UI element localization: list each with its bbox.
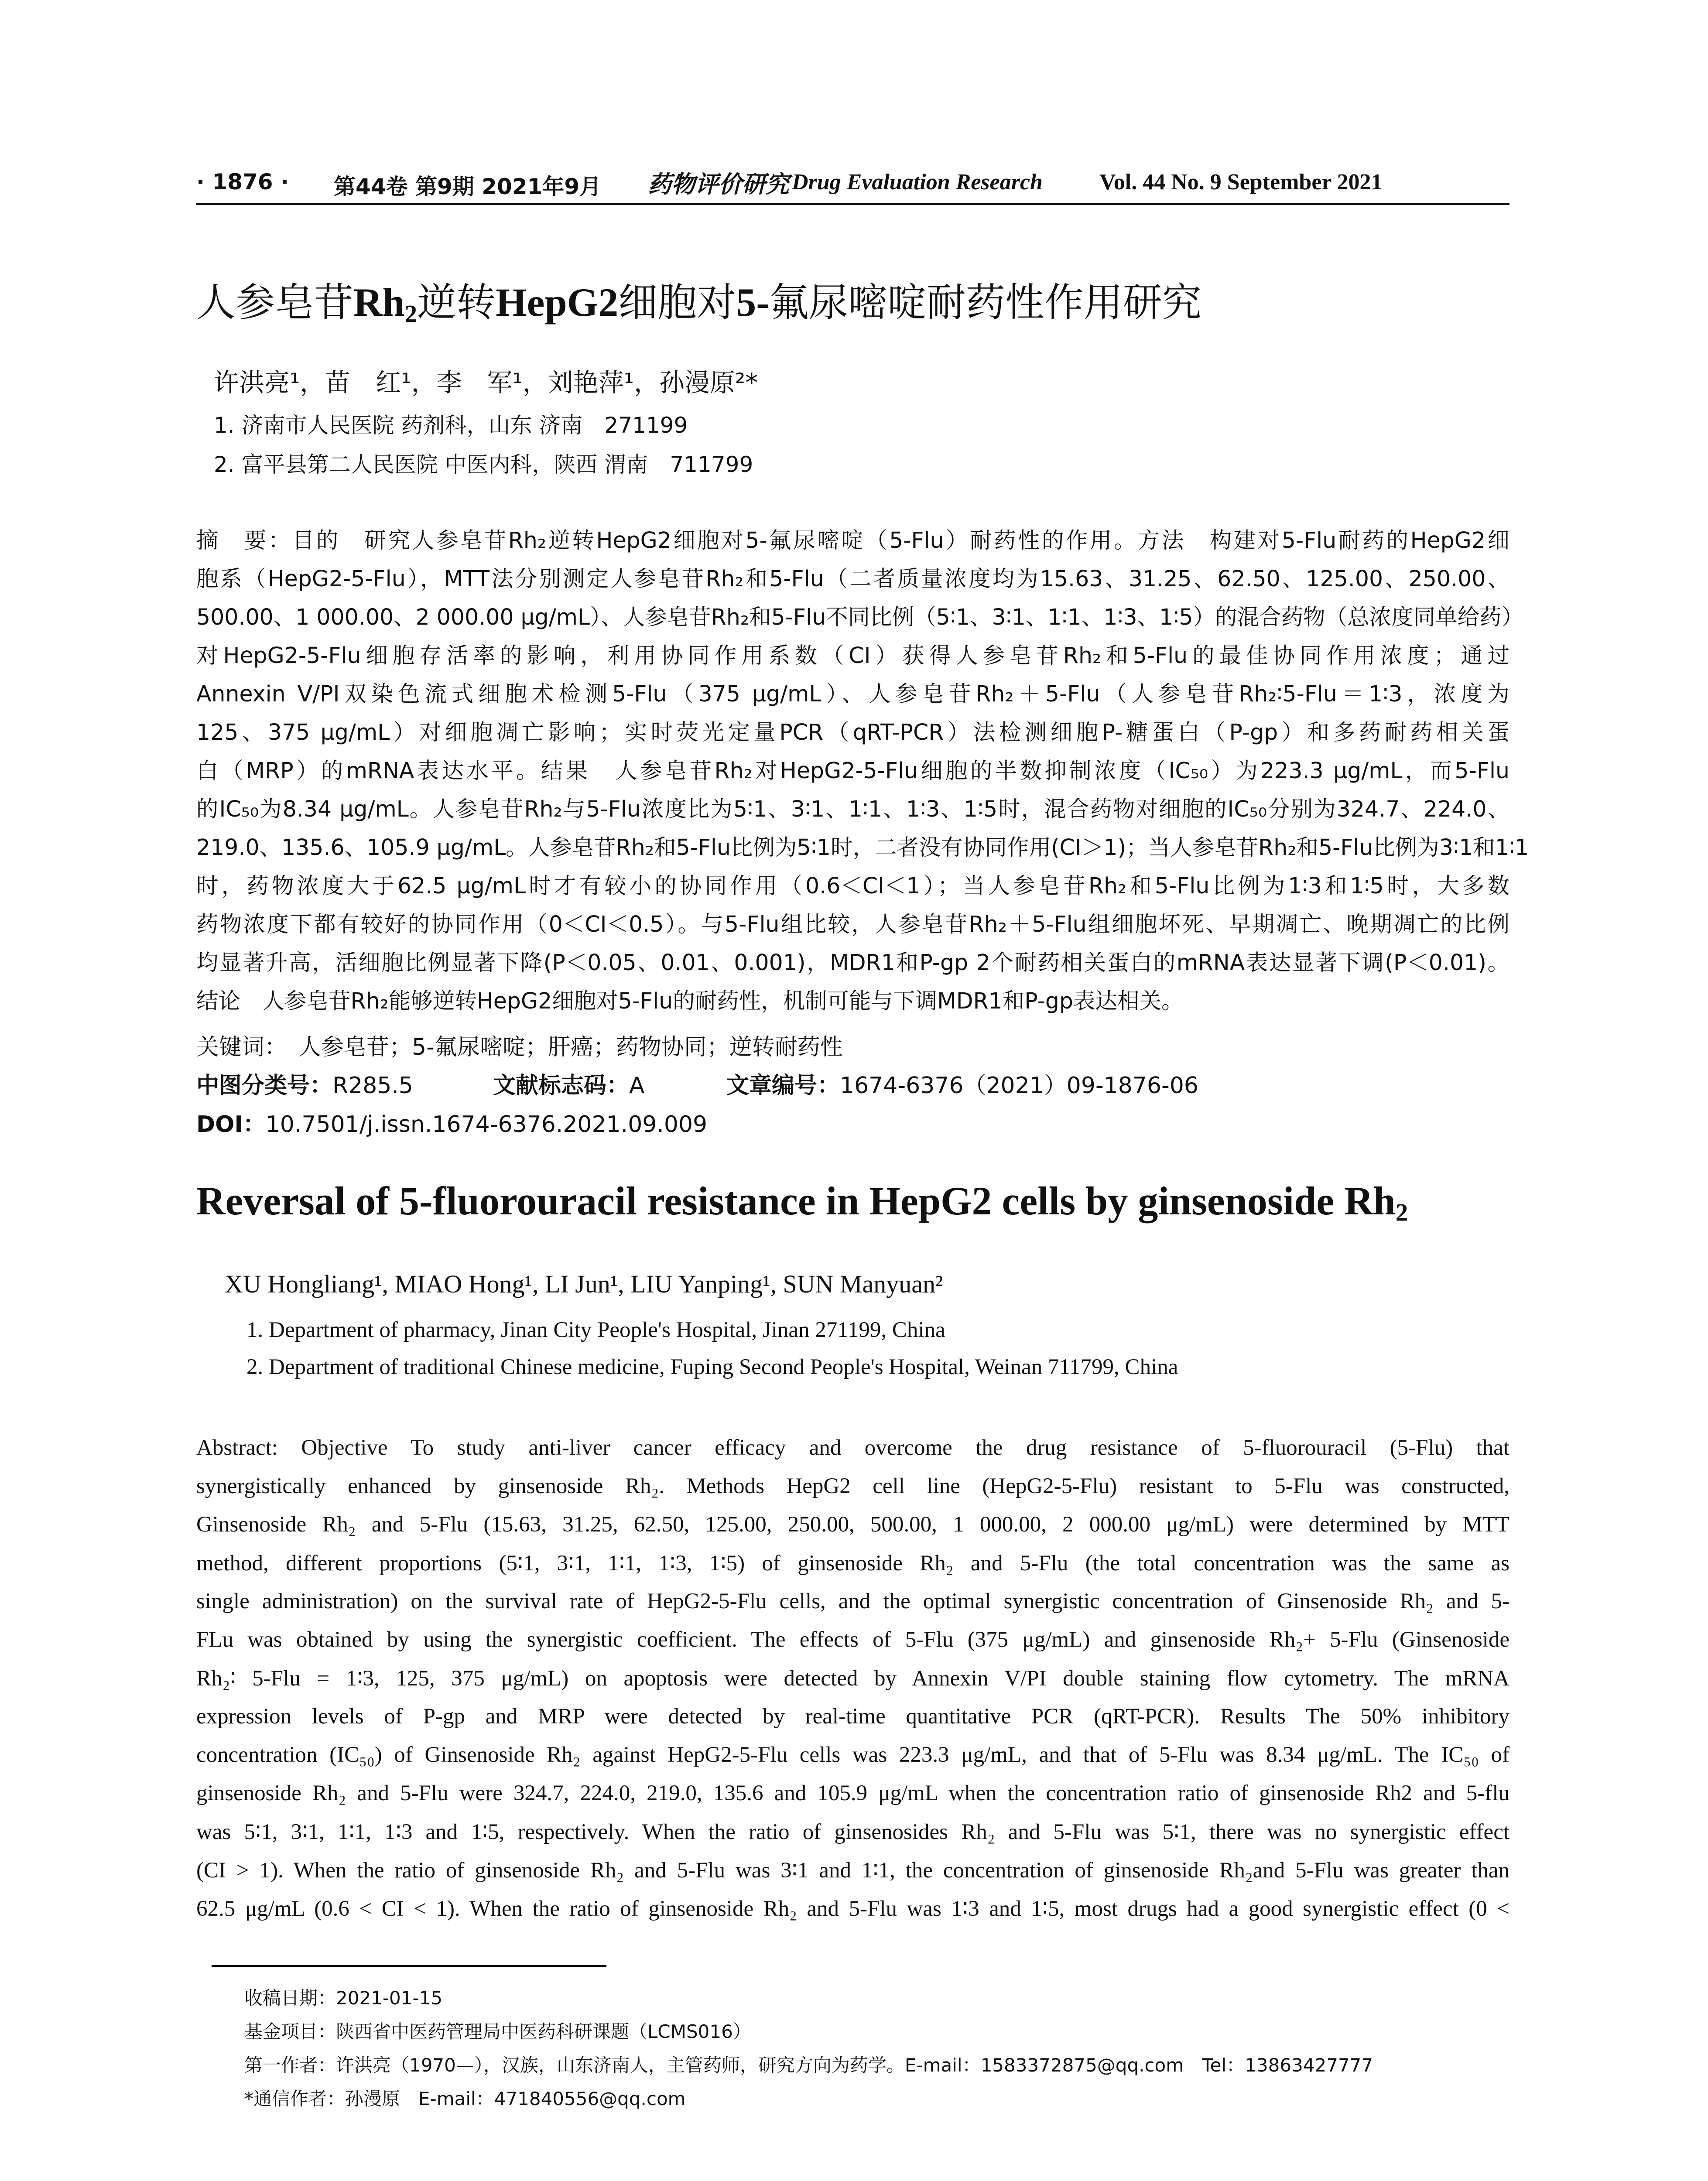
footnote-rule — [212, 1965, 606, 1967]
footnote-fund: 基金项目：陕西省中医药管理局中医药科研课题（LCMS016） — [244, 2021, 751, 2042]
article-title-cn — [196, 270, 1201, 327]
doi-value[interactable]: 10.7501/j.issn.1674-6376.2021.09.009 — [265, 1111, 708, 1138]
doc-code — [493, 1067, 645, 1100]
title-part: 细胞对 — [618, 280, 736, 325]
abstract-cn-line: 时，药物浓度大于62.5 μg/mL时才有较小的协同作用（0.6＜CI＜1）；当人参皂苷Rh₂和5-Flu比例为1∶3和1∶5时，大多数 — [196, 873, 1509, 899]
page-number: · 1876 · — [196, 169, 289, 195]
abstract-cn-line: 摘 要：目的 研究人参皂苷Rh₂逆转HepG2细胞对5-氟尿嘧啶（5-Flu）耐药性的作用。方法 构建对5-Flu耐药的HepG2细 — [196, 527, 1509, 553]
article-number-value: 1674-6376（2021）09-1876-06 — [840, 1073, 1198, 1099]
clc-value: R285.5 — [332, 1073, 414, 1099]
keywords-cn: 关键词： 人参皂苷；5-氟尿嘧啶；肝癌；药物协同；逆转耐药性 — [196, 1034, 843, 1060]
journal-name-en: Drug Evaluation Research — [792, 170, 1043, 195]
abstract-en-line: concentration (IC₅₀) of Ginsenoside Rh₂ against HepG2-5-Flu cells was 223.3 μg/mL, and that of 5-Flu was 8.34 μg/mL. The IC₅₀ of — [196, 1743, 1509, 1767]
article-number — [726, 1067, 1198, 1100]
abstract-cn-line: 药物浓度下都有较好的协同作用（0＜CI＜0.5）。与5-Flu组比较，人参皂苷Rh₂＋5-Flu组细胞坏死、早期凋亡、晚期凋亡的比例 — [196, 911, 1509, 937]
doc-code-value: A — [629, 1073, 645, 1099]
footnote-corresponding: *通信作者：孙漫原 E-mail：471840556@qq.com — [244, 2088, 686, 2109]
abstract-cn-line: 均显著升高，活细胞比例显著下降(P＜0.05、0.01、0.001)，MDR1和P-gp 2个耐药相关蛋白的mRNA表达显著下调(P＜0.01)。 — [196, 950, 1509, 975]
abstract-cn-line: 结论 人参皂苷Rh₂能够逆转HepG2细胞对5-Flu的耐药性，机制可能与下调MDR1和P-gp表达相关。 — [196, 988, 1184, 1014]
abstract-cn-line: 对HepG2-5-Flu细胞存活率的影响，利用协同作用系数（CI）获得人参皂苷Rh₂和5-Flu的最佳协同作用浓度；通过 — [196, 643, 1509, 668]
volume-info-en: Vol. 44 No. 9 September 2021 — [1099, 170, 1383, 195]
abstract-en-line: 62.5 μg/mL (0.6 < CI < 1). When the ratio of ginsenoside Rh₂ and 5-Flu was 1∶3 and 1∶5, most drugs had a good synergistic effect (0 < — [196, 1897, 1509, 1921]
abstract-cn — [196, 521, 1529, 1023]
journal-name-cn: 药物评价研究 — [648, 171, 789, 198]
footnote-first-author: 第一作者：许洪亮（1970—），汉族，山东济南人，主管药师，研究方向为药学。E-mail：1583372875@qq.com Tel：13863427777 — [244, 2055, 1373, 2076]
abstract-en-line: Rh₂∶ 5-Flu = 1∶3, 125, 375 μg/mL) on apoptosis were detected by Annexin V/PI double staining flow cytometry. The mRNA — [196, 1666, 1509, 1691]
article-title-en — [196, 1178, 1408, 1227]
abstract-cn-line: 白（MRP）的mRNA表达水平。结果 人参皂苷Rh₂对HepG2-5-Flu细胞的半数抑制浓度（IC₅₀）为223.3 μg/mL，而5-Flu — [196, 758, 1509, 783]
abstract-cn-line: Annexin V/PI双染色流式细胞术检测5-Flu（375 μg/mL）、人参皂苷Rh₂＋5-Flu（人参皂苷Rh₂∶5-Flu＝1∶3，浓度为 — [196, 681, 1509, 707]
abstract-en-line: single administration) on the survival rate of HepG2-5-Flu cells, and the optimal synergistic concentration of Ginsenoside Rh₂ and 5- — [196, 1589, 1509, 1614]
affiliation-cn-2: 2. 富平县第二人民医院 中医内科，陕西 渭南 711799 — [214, 452, 753, 477]
affiliation-cn-1: 1. 济南市人民医院 药剂科，山东 济南 271199 — [214, 413, 688, 438]
abstract-en-line: synergistically enhanced by ginsenoside Rh₂. Methods HepG2 cell line (HepG2-5-Flu) resistant to 5-Flu was constructed, — [196, 1474, 1509, 1498]
abstract-en-line: FLu was obtained by using the synergistic coefficient. The effects of 5-Flu (375 μg/mL) and ginsenoside Rh₂+ 5-Flu (Ginsenoside — [196, 1627, 1509, 1652]
header-rule — [196, 203, 1509, 205]
title-part: 逆转 — [417, 280, 496, 325]
doi[interactable] — [196, 1106, 707, 1138]
abstract-en-line: ginsenoside Rh₂ and 5-Flu were 324.7, 224.0, 219.0, 135.6 and 105.9 μg/mL when the concentration ratio of ginsenoside Rh2 and 5-flu — [196, 1781, 1509, 1805]
title-part: Rh — [353, 280, 405, 325]
abstract-en — [196, 1435, 1509, 1932]
abstract-cn-line: 的IC₅₀为8.34 μg/mL。人参皂苷Rh₂与5-Flu浓度比为5∶1、3∶1、1∶1、1∶3、1∶5时，混合药物对细胞的IC₅₀分别为324.7、224.0、 — [196, 796, 1509, 822]
affiliation-en-1: 1. Department of pharmacy, Jinan City People's Hospital, Jinan 271199, China — [246, 1318, 945, 1342]
title-part — [353, 280, 418, 328]
abstract-en-line: (CI > 1). When the ratio of ginsenoside Rh₂ and 5-Flu was 3∶1 and 1∶1, the concentration of ginsenoside Rh₂and 5-Flu was greater than — [196, 1858, 1509, 1883]
title-part: 氟尿嘧啶耐药性作用研究 — [769, 280, 1201, 325]
title-en-subscript: 2 — [1395, 1199, 1408, 1227]
abstract-en-line: Ginsenoside Rh₂ and 5-Flu (15.63, 31.25, 62.50, 125.00, 250.00, 500.00, 1 000.00, 2 000.00 μg/mL) were determined by MTT — [196, 1512, 1509, 1537]
doc-code-label: 文献标志码： — [493, 1073, 630, 1099]
abstract-cn-line: 500.00、1 000.00、2 000.00 μg/mL）、人参皂苷Rh₂和5-Flu不同比例（5∶1、3∶1、1∶1、1∶3、1∶5）的混合药物（总浓度同单给药） — [196, 604, 1524, 630]
abstract-cn-line: 胞系（HepG2-5-Flu），MTT法分别测定人参皂苷Rh₂和5-Flu（二者质量浓度均为15.63、31.25、62.50、125.00、250.00、 — [196, 566, 1509, 591]
title-part: 人参皂苷 — [196, 280, 353, 325]
issue-info-cn: 第44卷 第9期 2021年9月 — [334, 174, 602, 199]
authors-cn: 许洪亮¹，苗 红¹，李 军¹，刘艳萍¹，孙漫原²* — [214, 368, 758, 397]
doi-label: DOI： — [196, 1111, 266, 1138]
title-en-main: Reversal of 5-fluorouracil resistance in HepG2 cells by ginsenoside Rh — [196, 1179, 1396, 1223]
classification-row — [196, 1067, 413, 1100]
abstract-en-line: was 5∶1, 3∶1, 1∶1, 1∶3 and 1∶5, respectively. When the ratio of ginsenosides Rh₂ and 5-Flu was 5∶1, there was no synergistic effect — [196, 1820, 1509, 1844]
affiliation-en-2: 2. Department of traditional Chinese medicine, Fuping Second People's Hospital, Weinan 711799, China — [246, 1355, 1178, 1379]
abstract-en-line: method, different proportions (5∶1, 3∶1, 1∶1, 1∶3, 1∶5) of ginsenoside Rh₂ and 5-Flu (the total concentration was the same as — [196, 1551, 1509, 1576]
abstract-cn-line: 219.0、135.6、105.9 μg/mL。人参皂苷Rh₂和5-Flu比例为5∶1时，二者没有协同作用(CI＞1)；当人参皂苷Rh₂和5-Flu比例为3∶1和1∶1 — [196, 834, 1529, 860]
title-part: HepG2 — [496, 280, 619, 325]
abstract-cn-line: 125、375 μg/mL）对细胞凋亡影响；实时荧光定量PCR（qRT-PCR）法检测细胞P-糖蛋白（P-gp）和多药耐药相关蛋 — [196, 719, 1509, 745]
article-number-label: 文章编号： — [726, 1073, 840, 1099]
title-subscript: 2 — [404, 300, 418, 328]
footnote-received: 收稿日期：2021-01-15 — [244, 1987, 443, 2009]
authors-en: XU Hongliang¹, MIAO Hong¹, LI Jun¹, LIU Yanping¹, SUN Manyuan² — [225, 1270, 943, 1298]
abstract-en-line: Abstract: Objective To study anti-liver cancer efficacy and overcome the drug resistance of 5-fluorouracil (5-Flu) that — [196, 1436, 1509, 1460]
title-part: 5- — [736, 280, 770, 325]
abstract-en-line: expression levels of P-gp and MRP were detected by real-time quantitative PCR (qRT-PCR). Results The 50% inhibitory — [196, 1704, 1509, 1729]
clc-label: 中图分类号： — [196, 1073, 333, 1099]
